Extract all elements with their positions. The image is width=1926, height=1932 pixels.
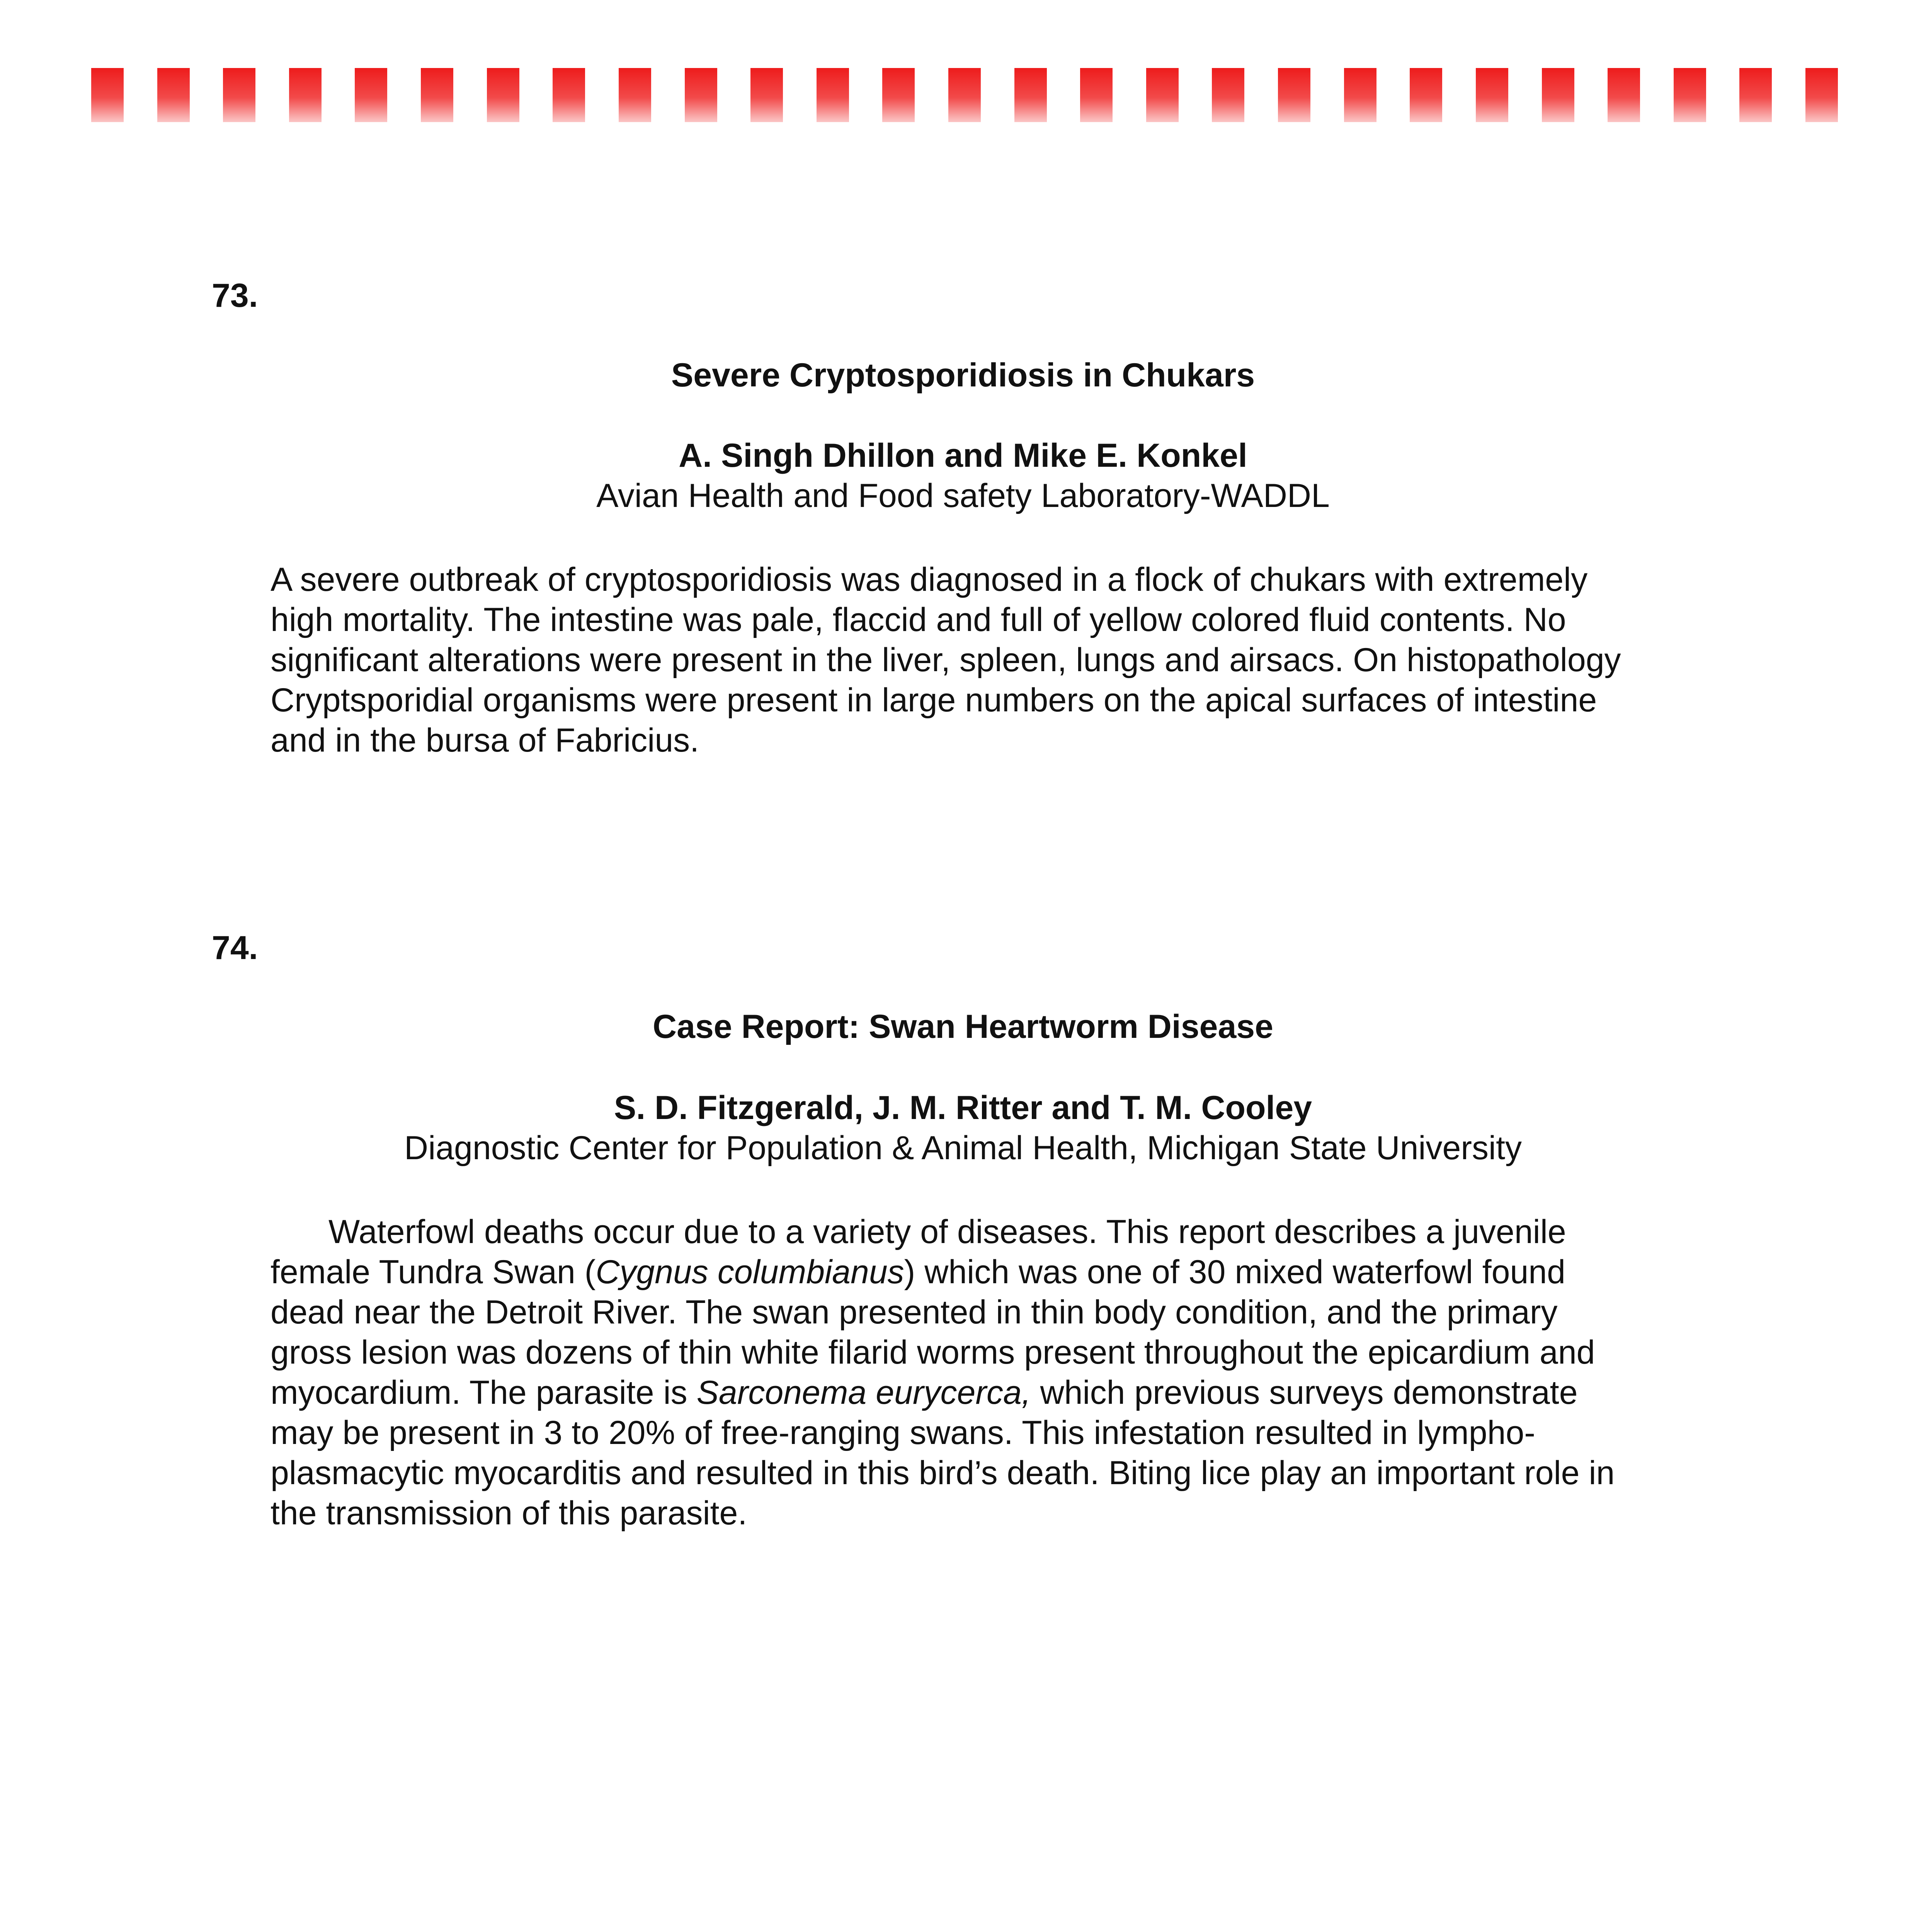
abstract-body — [271, 560, 1739, 760]
header-dash — [223, 68, 255, 122]
body-line: dead near the Detroit River. The swan presented in thin body condition, and the primary — [271, 1294, 1558, 1331]
header-dash — [750, 68, 783, 122]
body-line — [271, 1372, 1739, 1413]
abstract-affiliation: Diagnostic Center for Population & Animal Health, Michigan State University — [404, 1129, 1522, 1167]
header-dash — [882, 68, 915, 122]
header-dash — [553, 68, 585, 122]
header-dash — [1212, 68, 1244, 122]
header-dash — [948, 68, 981, 122]
body-line: may be present in 3 to 20% of free-ranging swans. This infestation resulted in lympho- — [271, 1414, 1535, 1451]
species-name: Sarconema eurycerca, — [696, 1374, 1031, 1411]
header-dash — [487, 68, 519, 122]
body-line: Waterfowl deaths occur due to a variety of diseases. This report describes a juvenile — [328, 1213, 1566, 1250]
abstract-number: 74. — [212, 929, 258, 966]
body-text: ) which was one of 30 mixed waterfowl found — [904, 1253, 1565, 1291]
body-line: the transmission of this parasite. — [271, 1495, 747, 1532]
header-dash — [1014, 68, 1047, 122]
abstract-authors: S. D. Fitzgerald, J. M. Ritter and T. M. Cooley — [614, 1089, 1312, 1126]
header-dash — [421, 68, 453, 122]
body-line — [271, 1252, 1739, 1292]
header-dash — [289, 68, 322, 122]
body-line: A severe outbreak of cryptosporidiosis was diagnosed in a flock of chukars with extremely — [271, 561, 1588, 598]
abstract-title: Case Report: Swan Heartworm Disease — [653, 1008, 1273, 1045]
body-line: plasmacytic myocarditis and resulted in this bird’s death. Biting lice play an important role in — [271, 1454, 1615, 1492]
header-dash — [1146, 68, 1179, 122]
header-dash — [685, 68, 717, 122]
abstract-number: 73. — [212, 277, 258, 314]
header-dash — [1608, 68, 1640, 122]
abstract-authors: A. Singh Dhillon and Mike E. Konkel — [679, 437, 1247, 474]
body-line: high mortality. The intestine was pale, flaccid and full of yellow colored fluid contents. No — [271, 601, 1566, 638]
header-dash-bar — [91, 68, 1838, 122]
body-line: Cryptsporidial organisms were present in large numbers on the apical surfaces of intestine — [271, 682, 1597, 719]
abstract-affiliation: Avian Health and Food safety Laboratory-WADDL — [596, 477, 1330, 514]
body-text: myocardium. The parasite is — [271, 1374, 697, 1411]
body-text: female Tundra Swan ( — [271, 1253, 596, 1291]
abstract-title: Severe Cryptosporidiosis in Chukars — [671, 357, 1255, 394]
body-text: which previous surveys demonstrate — [1031, 1374, 1578, 1411]
header-dash — [91, 68, 124, 122]
abstract-body — [271, 1212, 1739, 1533]
header-dash — [1344, 68, 1376, 122]
header-dash — [355, 68, 387, 122]
header-dash — [1410, 68, 1442, 122]
header-dash — [619, 68, 651, 122]
body-line: gross lesion was dozens of thin white filarid worms present throughout the epicardium and — [271, 1334, 1595, 1371]
header-dash — [1542, 68, 1574, 122]
header-dash — [817, 68, 849, 122]
header-dash — [1278, 68, 1310, 122]
species-name: Cygnus columbianus — [595, 1253, 904, 1291]
header-dash — [157, 68, 190, 122]
header-dash — [1739, 68, 1772, 122]
header-dash — [1674, 68, 1706, 122]
header-dash — [1476, 68, 1508, 122]
body-line: and in the bursa of Fabricius. — [271, 722, 699, 759]
header-dash — [1805, 68, 1838, 122]
header-dash — [1080, 68, 1113, 122]
body-line: significant alterations were present in the liver, spleen, lungs and airsacs. On histopathology — [271, 641, 1621, 679]
